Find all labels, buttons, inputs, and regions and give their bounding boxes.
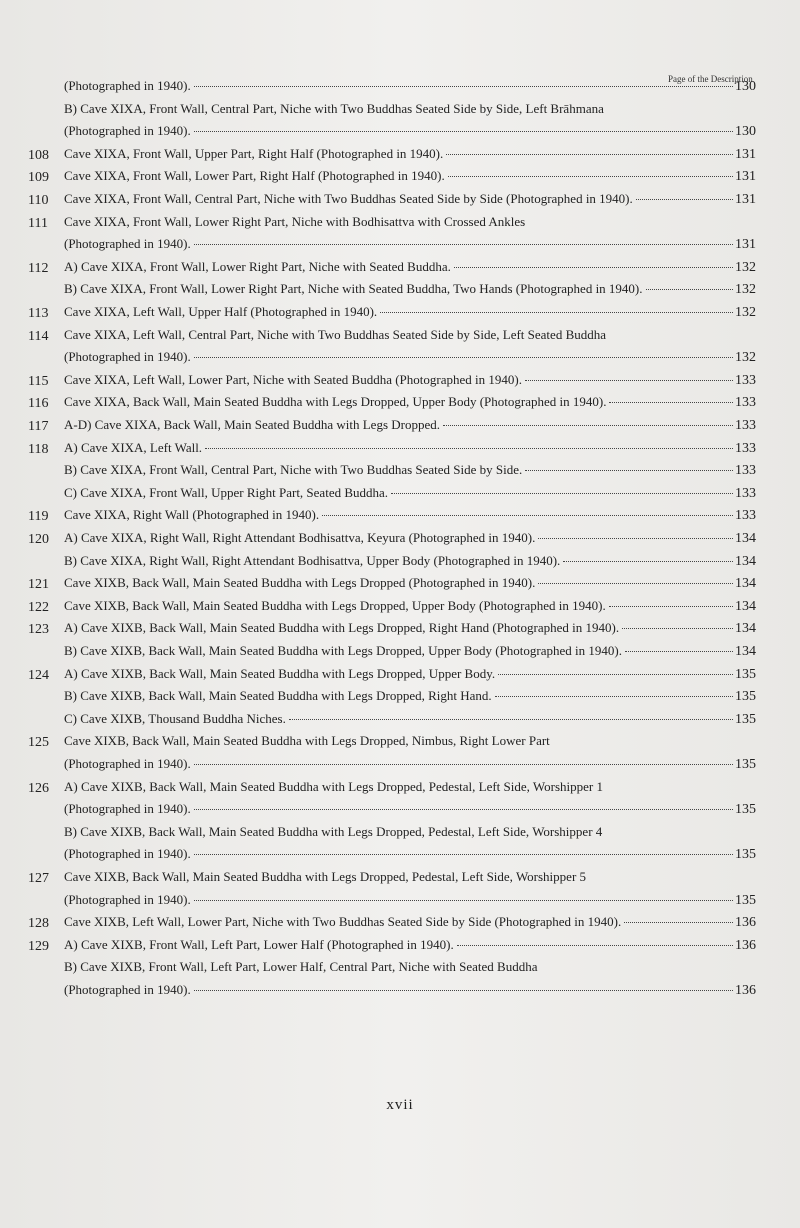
dot-leader — [622, 628, 733, 629]
toc-entry — [0, 144, 800, 166]
toc-entry — [0, 641, 800, 663]
entry-line — [64, 304, 756, 321]
dot-leader — [624, 922, 733, 923]
entry-line — [64, 666, 756, 683]
plate-number: 126 — [28, 781, 49, 796]
plate-number: 113 — [28, 306, 49, 321]
entry-line — [64, 892, 756, 909]
entry-line — [64, 101, 756, 117]
toc-entry — [0, 799, 800, 821]
toc-entry — [0, 99, 800, 121]
entry-line — [64, 327, 756, 343]
entry-title: Cave XIXB, Back Wall, Main Seated Buddha with Legs Dropped, Pedestal, Left Side, Worshipper 5 — [64, 869, 587, 884]
plate-number: 111 — [28, 216, 48, 231]
entry-title: (Photographed in 1940). — [64, 756, 191, 771]
entry-title: Cave XIXA, Front Wall, Central Part, Niche with Two Buddhas Seated Side by Side (Photographed in 1940). — [64, 191, 633, 206]
plate-number: 117 — [28, 419, 49, 434]
entry-title: B) Cave XIXB, Back Wall, Main Seated Buddha with Legs Dropped, Pedestal, Left Side, Worshipper 4 — [64, 824, 603, 839]
toc-entry — [0, 890, 800, 912]
dot-leader — [646, 289, 733, 290]
plate-number: 119 — [28, 509, 49, 524]
dot-leader — [525, 470, 733, 471]
entry-line — [64, 846, 756, 863]
page-reference: 136 — [735, 983, 756, 998]
entry-title: C) Cave XIXA, Front Wall, Upper Right Part, Seated Buddha. — [64, 485, 389, 500]
toc-entry — [0, 370, 800, 392]
page-reference: 133 — [735, 486, 756, 501]
dot-leader — [443, 425, 733, 426]
dot-leader — [194, 990, 733, 991]
page-reference: 132 — [735, 350, 756, 365]
page-reference: 135 — [735, 847, 756, 862]
page-reference: 131 — [735, 192, 756, 207]
toc-entry — [0, 957, 800, 979]
entry-line — [64, 462, 756, 479]
dot-leader — [391, 493, 733, 494]
plate-number: 109 — [28, 170, 49, 185]
entry-title: A-D) Cave XIXA, Back Wall, Main Seated Buddha with Legs Dropped. — [64, 417, 440, 432]
plate-number: 129 — [28, 939, 49, 954]
page-reference: 132 — [735, 260, 756, 275]
entry-line — [64, 146, 756, 163]
entry-line — [64, 530, 756, 547]
entry-title: Cave XIXA, Front Wall, Upper Part, Right Half (Photographed in 1940). — [64, 146, 444, 161]
toc-entry — [0, 935, 800, 957]
toc-entry — [0, 234, 800, 256]
entry-title: C) Cave XIXB, Thousand Buddha Niches. — [64, 711, 286, 726]
entry-line — [64, 982, 756, 999]
plate-number: 124 — [28, 668, 49, 683]
page-reference: 130 — [735, 79, 756, 94]
plate-number: 114 — [28, 329, 49, 344]
entry-line — [64, 914, 756, 931]
page-reference: 131 — [735, 169, 756, 184]
dot-leader — [194, 131, 733, 132]
entry-title: Cave XIXA, Left Wall, Lower Part, Niche with Seated Buddha (Photographed in 1940). — [64, 372, 522, 387]
plate-number: 121 — [28, 577, 49, 592]
toc-entry — [0, 505, 800, 527]
page-number: xvii — [386, 1097, 414, 1113]
toc-entry — [0, 279, 800, 301]
entry-title: (Photographed in 1940). — [64, 349, 191, 364]
toc-entry — [0, 777, 800, 799]
page-reference: 133 — [735, 441, 756, 456]
entry-line — [64, 236, 756, 253]
page-reference: 132 — [735, 305, 756, 320]
entry-title: A) Cave XIXA, Right Wall, Right Attendant Bodhisattva, Keyura (Photographed in 1940). — [64, 530, 536, 545]
dot-leader — [609, 606, 733, 607]
toc-entry — [0, 483, 800, 505]
page-reference: 136 — [735, 938, 756, 953]
dot-leader — [380, 312, 733, 313]
entry-line — [64, 394, 756, 411]
entry-title: B) Cave XIXA, Front Wall, Central Part, Niche with Two Buddhas Seated Side by Side, Left Brāhmana — [64, 101, 604, 116]
toc-entry — [0, 596, 800, 618]
entry-line — [64, 281, 756, 298]
entry-title: Cave XIXA, Right Wall (Photographed in 1940). — [64, 507, 320, 522]
entry-title: A) Cave XIXB, Back Wall, Main Seated Buddha with Legs Dropped, Pedestal, Left Side, Worshipper 1 — [64, 779, 603, 794]
plate-number: 128 — [28, 916, 49, 931]
dot-leader — [625, 651, 733, 652]
plate-number: 127 — [28, 871, 49, 886]
entry-line — [64, 123, 756, 140]
page-reference: 131 — [735, 147, 756, 162]
toc-entry — [0, 302, 800, 324]
entry-line — [64, 78, 756, 95]
page-reference: 133 — [735, 508, 756, 523]
entry-line — [64, 959, 756, 975]
page-reference: 134 — [735, 531, 756, 546]
toc-entry — [0, 347, 800, 369]
entry-line — [64, 553, 756, 570]
page-reference: 134 — [735, 621, 756, 636]
page-reference: 135 — [735, 667, 756, 682]
entry-line — [64, 507, 756, 524]
page-reference: 133 — [735, 463, 756, 478]
dot-leader — [322, 515, 733, 516]
entry-title: B) Cave XIXA, Right Wall, Right Attendant Bodhisattva, Upper Body (Photographed in 1940). — [64, 553, 561, 568]
toc-entry — [0, 551, 800, 573]
dot-leader — [457, 945, 733, 946]
toc-entry — [0, 822, 800, 844]
toc-entry — [0, 731, 800, 753]
page-reference: 136 — [735, 915, 756, 930]
toc-entry — [0, 212, 800, 234]
entry-title: Cave XIXB, Back Wall, Main Seated Buddha with Legs Dropped, Upper Body (Photographed in 1940). — [64, 598, 606, 613]
toc-entry — [0, 664, 800, 686]
toc-entry — [0, 189, 800, 211]
dot-leader — [563, 561, 733, 562]
dot-leader — [205, 448, 733, 449]
entry-title: A) Cave XIXB, Front Wall, Left Part, Lower Half (Photographed in 1940). — [64, 937, 454, 952]
plate-number: 112 — [28, 261, 49, 276]
page-reference: 135 — [735, 893, 756, 908]
dot-leader — [454, 267, 733, 268]
plate-number: 110 — [28, 193, 49, 208]
page-reference: 134 — [735, 554, 756, 569]
entry-line — [64, 372, 756, 389]
entry-line — [64, 620, 756, 637]
toc-entry — [0, 460, 800, 482]
dot-leader — [609, 402, 733, 403]
toc-entry — [0, 912, 800, 934]
plate-number: 115 — [28, 374, 49, 389]
column-header: Page of the Description — [668, 74, 753, 84]
plate-number: 122 — [28, 600, 49, 615]
entry-line — [64, 937, 756, 954]
dot-leader — [498, 674, 733, 675]
dot-leader — [194, 809, 733, 810]
page-reference: 135 — [735, 802, 756, 817]
entry-title: (Photographed in 1940). — [64, 123, 191, 138]
entry-title: B) Cave XIXA, Front Wall, Lower Right Part, Niche with Seated Buddha, Two Hands (Photographed in 1940). — [64, 281, 643, 296]
entry-title: Cave XIXA, Left Wall, Upper Half (Photographed in 1940). — [64, 304, 378, 319]
toc-entry — [0, 121, 800, 143]
toc-entry — [0, 257, 800, 279]
entry-title: A) Cave XIXA, Left Wall. — [64, 440, 203, 455]
toc-entry — [0, 686, 800, 708]
entry-title: (Photographed in 1940). — [64, 78, 191, 93]
page-reference: 130 — [735, 124, 756, 139]
page-reference: 131 — [735, 237, 756, 252]
dot-leader — [194, 357, 733, 358]
entry-title: B) Cave XIXB, Front Wall, Left Part, Lower Half, Central Part, Niche with Seated Buddha — [64, 959, 538, 974]
entry-line — [64, 869, 756, 885]
entry-title: Cave XIXA, Front Wall, Lower Right Part, Niche with Bodhisattva with Crossed Ankles — [64, 214, 526, 229]
entry-line — [64, 485, 756, 502]
entry-title: Cave XIXB, Back Wall, Main Seated Buddha with Legs Dropped, Nimbus, Right Lower Part — [64, 733, 550, 748]
entry-title: (Photographed in 1940). — [64, 846, 191, 861]
entry-line — [64, 214, 756, 230]
dot-leader — [194, 900, 733, 901]
entry-line — [64, 575, 756, 592]
toc-entry — [0, 166, 800, 188]
plate-number: 125 — [28, 735, 49, 750]
dot-leader — [495, 696, 733, 697]
dot-leader — [194, 244, 733, 245]
entry-title: (Photographed in 1940). — [64, 982, 191, 997]
page-reference: 134 — [735, 644, 756, 659]
entry-title: Cave XIXA, Front Wall, Lower Part, Right Half (Photographed in 1940). — [64, 168, 445, 183]
entry-line — [64, 259, 756, 276]
entry-line — [64, 756, 756, 773]
entry-line — [64, 191, 756, 208]
dot-leader — [636, 199, 733, 200]
entry-title: Cave XIXB, Left Wall, Lower Part, Niche with Two Buddhas Seated Side by Side (Photographed in 1940). — [64, 914, 622, 929]
toc-entry — [0, 867, 800, 889]
entry-line — [64, 733, 756, 749]
dot-leader — [194, 764, 733, 765]
entry-title: A) Cave XIXB, Back Wall, Main Seated Buddha with Legs Dropped, Right Hand (Photographed in 1940). — [64, 620, 620, 635]
page-reference: 134 — [735, 599, 756, 614]
entry-title: B) Cave XIXA, Front Wall, Central Part, Niche with Two Buddhas Seated Side by Side. — [64, 462, 523, 477]
entry-line — [64, 598, 756, 615]
page-reference: 133 — [735, 418, 756, 433]
dot-leader — [448, 176, 733, 177]
entry-title: (Photographed in 1940). — [64, 801, 191, 816]
entry-line — [64, 440, 756, 457]
plate-number: 108 — [28, 148, 49, 163]
page-reference: 134 — [735, 576, 756, 591]
toc-entry — [0, 438, 800, 460]
plate-number: 118 — [28, 442, 49, 457]
page-reference: 135 — [735, 689, 756, 704]
page-reference: 135 — [735, 712, 756, 727]
entry-line — [64, 688, 756, 705]
dot-leader — [289, 719, 733, 720]
entry-line — [64, 711, 756, 728]
entry-title: B) Cave XIXB, Back Wall, Main Seated Buddha with Legs Dropped, Upper Body (Photographed in 1940). — [64, 643, 622, 658]
page-reference: 132 — [735, 282, 756, 297]
toc-entry — [0, 392, 800, 414]
dot-leader — [194, 86, 733, 87]
dot-leader — [538, 538, 733, 539]
dot-leader — [538, 583, 733, 584]
entry-line — [64, 349, 756, 366]
toc-entry — [0, 618, 800, 640]
dot-leader — [446, 154, 733, 155]
plate-number: 116 — [28, 396, 49, 411]
entry-title: B) Cave XIXB, Back Wall, Main Seated Buddha with Legs Dropped, Right Hand. — [64, 688, 492, 703]
entry-line — [64, 779, 756, 795]
page-reference: 133 — [735, 373, 756, 388]
toc-entry — [0, 415, 800, 437]
entry-line — [64, 824, 756, 840]
page-reference: 133 — [735, 395, 756, 410]
entry-title: Cave XIXB, Back Wall, Main Seated Buddha with Legs Dropped (Photographed in 1940). — [64, 575, 536, 590]
toc-entry — [0, 528, 800, 550]
toc-entry — [0, 844, 800, 866]
plate-number: 120 — [28, 532, 49, 547]
entry-title: Cave XIXA, Back Wall, Main Seated Buddha with Legs Dropped, Upper Body (Photographed in 1940). — [64, 394, 607, 409]
toc-entry — [0, 709, 800, 731]
page-reference: 135 — [735, 757, 756, 772]
dot-leader — [525, 380, 733, 381]
plate-number: 123 — [28, 622, 49, 637]
toc-entry — [0, 325, 800, 347]
entry-line — [64, 643, 756, 660]
entry-title: A) Cave XIXB, Back Wall, Main Seated Buddha with Legs Dropped, Upper Body. — [64, 666, 496, 681]
dot-leader — [194, 854, 733, 855]
entry-line — [64, 168, 756, 185]
entry-title: (Photographed in 1940). — [64, 236, 191, 251]
toc-entry — [0, 980, 800, 1002]
toc-entry — [0, 573, 800, 595]
entry-title: A) Cave XIXA, Front Wall, Lower Right Part, Niche with Seated Buddha. — [64, 259, 451, 274]
entry-title: Cave XIXA, Left Wall, Central Part, Niche with Two Buddhas Seated Side by Side, Left Seated Buddha — [64, 327, 607, 342]
toc-entry — [0, 754, 800, 776]
toc-entry — [0, 76, 800, 98]
entry-line — [64, 801, 756, 818]
entry-title: (Photographed in 1940). — [64, 892, 191, 907]
entry-line — [64, 417, 756, 434]
